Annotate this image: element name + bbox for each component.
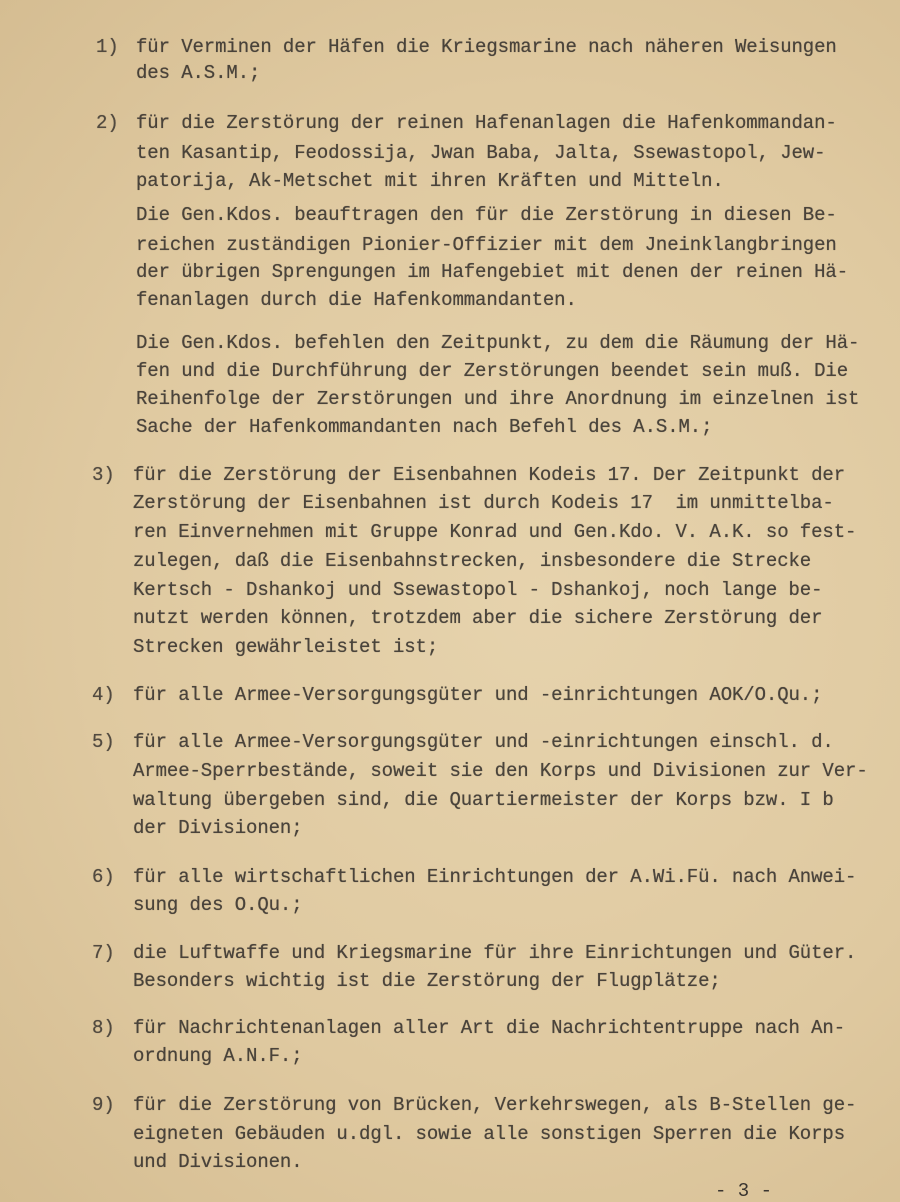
text-line: Zerstörung der Eisenbahnen ist durch Kodeis 17 im unmittelba- [133,492,834,514]
text-line: ren Einvernehmen mit Gruppe Konrad und Gen.Kdo. V. A.K. so fest- [133,521,857,543]
text-line: Kertsch - Dshankoj und Ssewastopol - Dshankoj, noch lange be- [133,579,823,601]
text-line: ordnung A.N.F.; [133,1045,303,1067]
text-line: für die Zerstörung der reinen Hafenanlagen die Hafenkommandan- [136,112,837,134]
item-number: 4) [92,684,115,706]
item-number: 1) [96,36,119,58]
text-line: fenanlagen durch die Hafenkommandanten. [136,289,577,311]
item-number: 3) [92,464,115,486]
item-number: 8) [92,1017,115,1039]
text-line: fen und die Durchführung der Zerstörungen beendet sein muß. Die [136,360,849,382]
text-line: sung des O.Qu.; [133,894,303,916]
text-line: zulegen, daß die Eisenbahnstrecken, insbesondere die Strecke [133,550,812,572]
text-line: Die Gen.Kdos. beauftragen den für die Zerstörung in diesen Be- [136,204,837,226]
text-line: und Divisionen. [133,1151,303,1173]
text-line: patorija, Ak-Metschet mit ihren Kräften und Mitteln. [136,170,724,192]
text-line: die Luftwaffe und Kriegsmarine für ihre Einrichtungen und Güter. [133,942,857,964]
text-line: für alle Armee-Versorgungsgüter und -einrichtungen AOK/O.Qu.; [133,684,823,706]
item-number: 5) [92,731,115,753]
text-line: für alle Armee-Versorgungsgüter und -einrichtungen einschl. d. [133,731,834,753]
text-line: der übrigen Sprengungen im Hafengebiet mit denen der reinen Hä- [136,261,849,283]
page-number: - 3 - [715,1180,773,1202]
item-number: 9) [92,1094,115,1116]
text-line: des A.S.M.; [136,62,261,84]
text-line: für alle wirtschaftlichen Einrichtungen der A.Wi.Fü. nach Anwei- [133,866,857,888]
text-line: reichen zuständigen Pionier-Offizier mit dem Jneinklangbringen [136,234,837,256]
item-number: 7) [92,942,115,964]
text-line: Strecken gewährleistet ist; [133,636,439,658]
item-number: 2) [96,112,119,134]
text-line: ten Kasantip, Feodossija, Jwan Baba, Jalta, Ssewastopol, Jew- [136,142,826,164]
item-number: 6) [92,866,115,888]
text-line: Besonders wichtig ist die Zerstörung der Flugplätze; [133,970,721,992]
text-line: für die Zerstörung von Brücken, Verkehrswegen, als B-Stellen ge- [133,1094,857,1116]
text-line: nutzt werden können, trotzdem aber die sichere Zerstörung der [133,607,823,629]
text-line: für die Zerstörung der Eisenbahnen Kodeis 17. Der Zeitpunkt der [133,464,846,486]
text-line: für Verminen der Häfen die Kriegsmarine nach näheren Weisungen [136,36,837,58]
text-line: Reihenfolge der Zerstörungen und ihre Anordnung im einzelnen ist [136,388,860,410]
text-line: Die Gen.Kdos. befehlen den Zeitpunkt, zu dem die Räumung der Hä- [136,332,860,354]
text-line: waltung übergeben sind, die Quartiermeister der Korps bzw. I b [133,789,834,811]
text-line: Armee-Sperrbestände, soweit sie den Korps und Divisionen zur Ver- [133,760,868,782]
text-line: eigneten Gebäuden u.dgl. sowie alle sonstigen Sperren die Korps [133,1123,846,1145]
text-line: für Nachrichtenanlagen aller Art die Nachrichtentruppe nach An- [133,1017,846,1039]
text-line: Sache der Hafenkommandanten nach Befehl des A.S.M.; [136,416,713,438]
text-line: der Divisionen; [133,817,303,839]
